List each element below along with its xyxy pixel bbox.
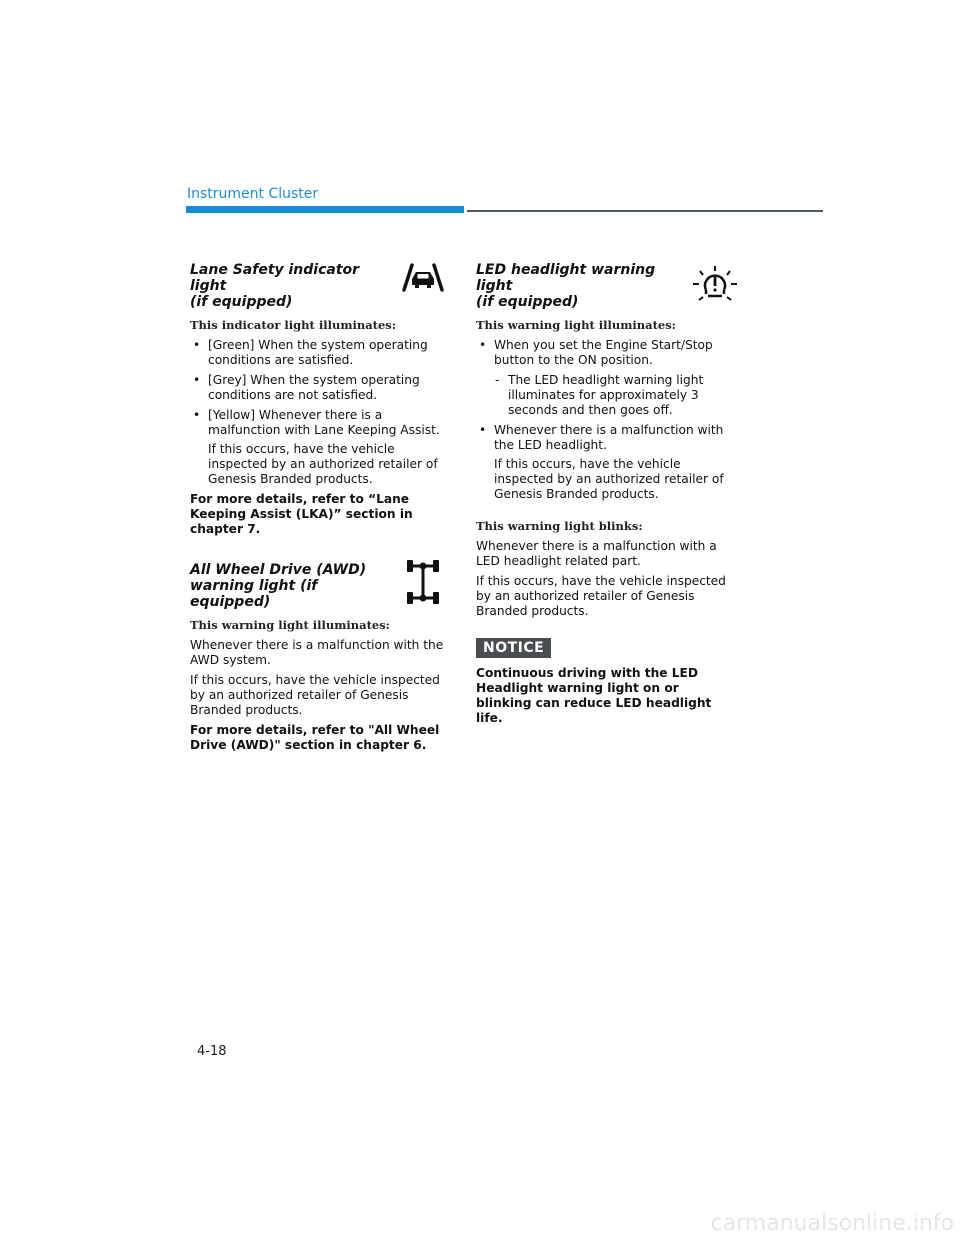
led-headlight-heading [476,262,738,308]
led-bullet-list [476,338,738,502]
bullet-text: When you set the Engine Start/Stop button to the ON position. [494,338,713,367]
bullet-text: [Yellow] Whenever there is a malfunction with Lane Keeping Assist. [208,408,440,437]
awd-paragraph-1: Whenever there is a malfunction with the AWD system. [190,638,444,667]
awd-subheading: This warning light illuminates: [190,618,390,632]
bullet-note: If this occurs, have the vehicle inspected by an authorized retailer of Genesis Branded products. [208,442,438,486]
header-accent-bar [186,206,464,213]
awd-refer: For more details, refer to "All Wheel Drive (AWD)" section in chapter 6. [190,723,440,752]
lane-safety-title-line2: (if equipped) [190,294,293,310]
header-rule [467,210,823,212]
list-item [190,338,452,368]
lane-safety-heading [190,262,452,308]
left-column [190,262,452,758]
led-subheading: This warning light illuminates: [476,318,676,332]
lane-safety-title-line1: Lane Safety indicator light [190,262,360,294]
list-item [476,338,738,418]
section-header-title: Instrument Cluster [187,186,319,202]
led-blinks-subheading: This warning light blinks: [476,519,643,533]
lane-safety-bullet-list [190,338,452,487]
lane-safety-subheading: This indicator light illuminates: [190,318,397,332]
led-headlight-warning-icon [692,264,738,308]
list-item [190,373,452,403]
awd-title-line1: All Wheel Drive (AWD) [190,562,367,578]
bullet-text: [Green] When the system operating conditions are satisfied. [208,338,428,367]
notice-badge: NOTICE [476,638,551,658]
bullet-text: Whenever there is a malfunction with the LED headlight. [494,423,724,452]
lane-safety-refer: For more details, refer to “Lane Keeping Assist (LKA)” section in chapter 7. [190,492,413,536]
led-headlight-title-line1: LED headlight warning light [476,262,656,294]
list-item [476,423,738,502]
led-blinks-paragraph-2: If this occurs, have the vehicle inspected by an authorized retailer of Genesis Branded products. [476,574,726,618]
bullet-note: If this occurs, have the vehicle inspected by an authorized retailer of Genesis Branded products. [494,457,724,501]
led-blinks-paragraph-1: Whenever there is a malfunction with a LED headlight related part. [476,539,717,568]
awd-title-line2: warning light (if equipped) [190,578,318,610]
list-item [190,408,452,487]
bullet-text: [Grey] When the system operating conditions are not satisfied. [208,373,420,402]
lane-safety-car-icon [394,262,452,296]
watermark: carmanualsonline.info [710,1211,954,1236]
bullet-sub-item: - The LED headlight warning light illuminates for approximately 3 seconds and then goes off. [494,373,738,418]
led-headlight-title-line2: (if equipped) [476,294,579,310]
awd-drivetrain-icon [404,558,442,610]
page-number: 4-18 [197,1044,227,1059]
notice-text: Continuous driving with the LED Headlight warning light on or blinking can reduce LED headlight life. [476,666,712,725]
awd-heading [190,562,452,608]
awd-paragraph-2: If this occurs, have the vehicle inspected by an authorized retailer of Genesis Branded products. [190,673,440,717]
right-column [476,262,738,731]
